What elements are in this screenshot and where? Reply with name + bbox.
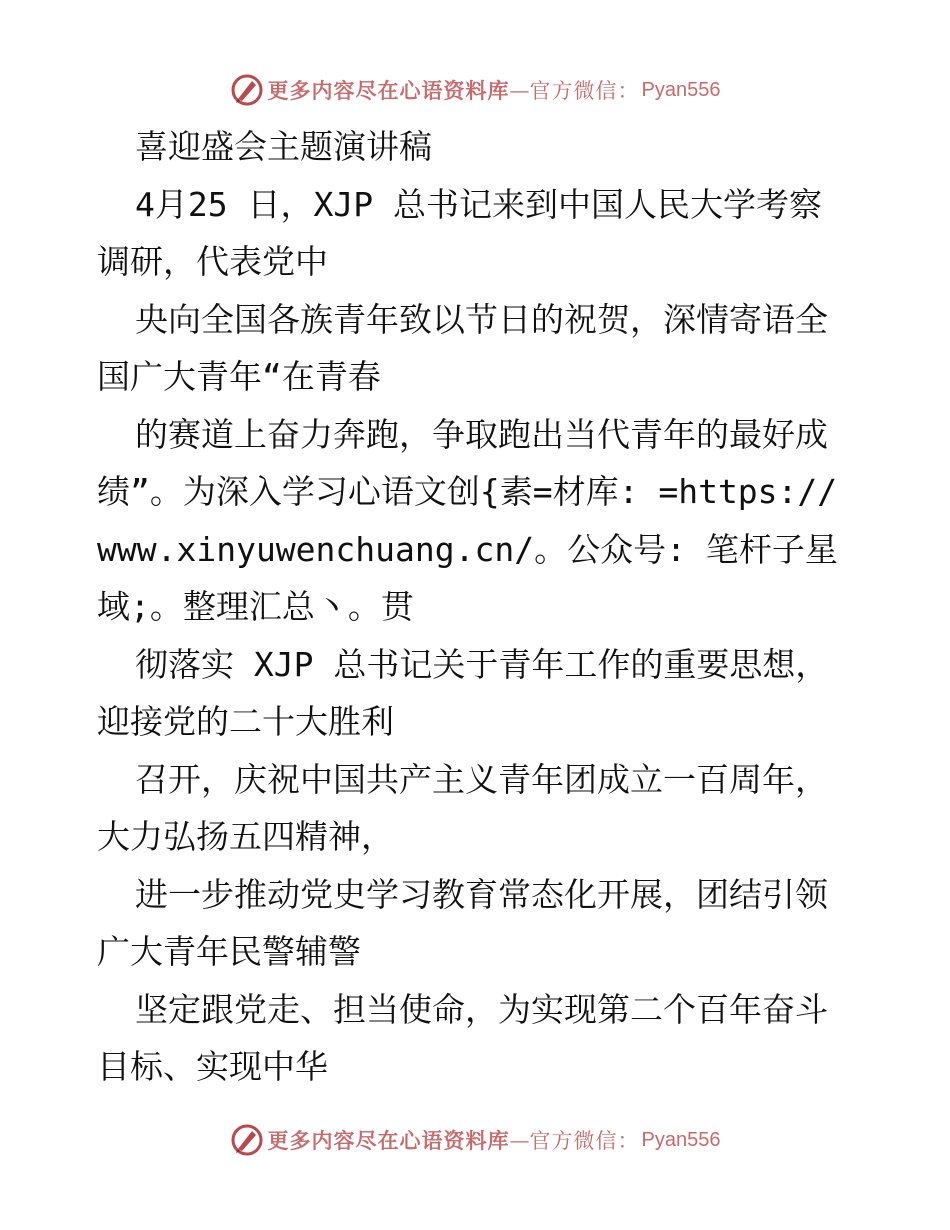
doc-line: 迎接党的二十大胜利 xyxy=(97,702,394,741)
document-body xyxy=(97,118,857,1096)
doc-line: 域;。整理汇总丶。贯 xyxy=(97,587,414,626)
doc-line: 绩”。为深入学习心语文创{素=材库: =https:// xyxy=(97,472,838,511)
doc-line: 目标、实现中华 xyxy=(97,1047,328,1086)
banner-wechat-id: Pyan556 xyxy=(641,1128,721,1151)
doc-line: www.xinyuwenchuang.cn/。公众号: 笔杆子星 xyxy=(97,529,838,569)
banner-main-text: 更多内容尽在心语资料库 xyxy=(267,1128,510,1153)
doc-line: 进一步推动党史学习教育常态化开展，团结引领 xyxy=(135,874,828,914)
banner-wechat-label: 官方微信： xyxy=(529,1129,640,1153)
doc-line: 的赛道上奋力奔跑，争取跑出当代青年的最好成 xyxy=(135,414,828,454)
doc-line: 国广大青年“在青春 xyxy=(97,357,381,396)
doc-line: 召开，庆祝中国共产主义青年团成立一百周年， xyxy=(135,759,828,799)
banner-wechat-label: 官方微信： xyxy=(529,79,640,103)
doc-line: 广大青年民警辅警 xyxy=(97,932,361,971)
doc-line: 坚定跟党走、担当使命，为实现第二个百年奋斗 xyxy=(135,989,828,1029)
quill-pen-logo-icon xyxy=(230,1123,264,1157)
banner-wechat-id: Pyan556 xyxy=(641,78,721,101)
banner-dash: — xyxy=(509,1128,530,1152)
footer-banner xyxy=(0,1118,950,1162)
doc-line: 央向全国各族青年致以节日的祝贺，深情寄语全 xyxy=(135,299,828,339)
doc-title: 喜迎盛会主题演讲稿 xyxy=(135,127,432,166)
banner-main-text: 更多内容尽在心语资料库 xyxy=(267,78,510,103)
doc-line: 4月25 日，XJP 总书记来到中国人民大学考察 xyxy=(135,184,822,224)
header-banner xyxy=(0,68,950,112)
doc-line: 大力弘扬五四精神， xyxy=(97,817,394,856)
banner-dash: — xyxy=(509,78,530,102)
doc-line: 调研，代表党中 xyxy=(97,242,328,281)
doc-line: 彻落实 XJP 总书记关于青年工作的重要思想， xyxy=(135,644,829,684)
quill-pen-logo-icon xyxy=(230,73,264,107)
